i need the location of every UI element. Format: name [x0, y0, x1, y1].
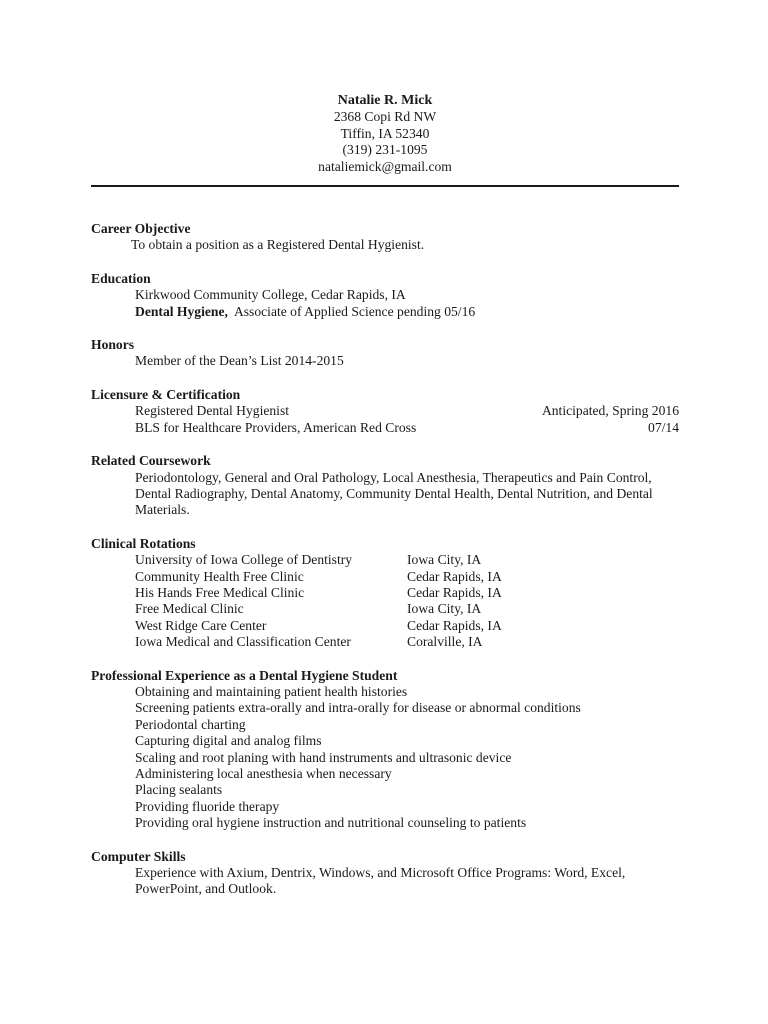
- section-education: [91, 271, 679, 320]
- licensure-item: [91, 403, 679, 419]
- section-title: Honors: [91, 337, 135, 353]
- coursework-text: [91, 470, 679, 519]
- section-title: Clinical Rotations: [91, 535, 196, 551]
- rotation-site: Free Medical Clinic: [135, 601, 244, 617]
- skills-line: PowerPoint, and Outlook.: [135, 881, 277, 897]
- rotation-item: [91, 585, 679, 601]
- section-licensure: [91, 387, 679, 436]
- rotation-location: Cedar Rapids, IA: [407, 617, 502, 633]
- section-title: Professional Experience as a Dental Hygiene Student: [91, 667, 398, 683]
- experience-item: Periodontal charting: [135, 716, 246, 732]
- experience-item: Placing sealants: [135, 782, 223, 798]
- section-professional-experience: [91, 668, 679, 832]
- coursework-line: Materials.: [135, 502, 190, 518]
- experience-item: Providing oral hygiene instruction and nutritional counseling to patients: [135, 815, 527, 831]
- rotation-site: Iowa Medical and Classification Center: [135, 634, 351, 650]
- rotation-location: Cedar Rapids, IA: [407, 584, 502, 600]
- rotation-location: Coralville, IA: [407, 634, 483, 650]
- program-name: Dental Hygiene,: [135, 303, 228, 319]
- rotation-location: Iowa City, IA: [407, 601, 482, 617]
- coursework-line: Dental Radiography, Dental Anatomy, Community Dental Health, Dental Nutrition, and Dental: [135, 485, 653, 501]
- licensure-item: [91, 420, 679, 436]
- licensure-date: Anticipated, Spring 2016: [541, 403, 679, 419]
- header-divider: [91, 185, 679, 187]
- school-name: Kirkwood Community College, Cedar Rapids, IA: [135, 287, 406, 303]
- rotation-site: University of Iowa College of Dentistry: [135, 552, 353, 568]
- section-career-objective: [91, 221, 679, 254]
- rotation-site: His Hands Free Medical Clinic: [135, 584, 305, 600]
- rotation-item: [91, 601, 679, 617]
- resume-header: [91, 93, 679, 175]
- section-title: Education: [91, 270, 151, 286]
- address-line-1: 2368 Copi Rd NW: [333, 109, 437, 125]
- address-line-2: Tiffin, IA 52340: [340, 125, 430, 141]
- skills-line: Experience with Axium, Dentrix, Windows, and Microsoft Office Programs: Word, Excel,: [135, 865, 626, 881]
- licensure-date: 07/14: [648, 419, 679, 435]
- coursework-line: Periodontology, General and Oral Pathology, Local Anesthesia, Therapeutics and Pain Control,: [135, 469, 652, 485]
- experience-item: Scaling and root planing with hand instruments and ultrasonic device: [135, 749, 512, 765]
- section-clinical-rotations: [91, 536, 679, 651]
- section-coursework: [91, 453, 679, 519]
- objective-text: To obtain a position as a Registered Dental Hygienist.: [131, 237, 425, 253]
- rotation-item: [91, 552, 679, 568]
- rotation-site: Community Health Free Clinic: [135, 568, 304, 584]
- rotation-item: [91, 634, 679, 650]
- rotation-item: [91, 618, 679, 634]
- honors-text: Member of the Dean’s List 2014-2015: [135, 353, 344, 369]
- section-title: Licensure & Certification: [91, 386, 241, 402]
- section-honors: [91, 337, 679, 370]
- section-computer-skills: [91, 849, 679, 898]
- email-address: nataliemick@gmail.com: [318, 158, 452, 174]
- experience-item: Obtaining and maintaining patient health histories: [135, 683, 408, 699]
- section-title: Computer Skills: [91, 848, 186, 864]
- rotation-site: West Ridge Care Center: [135, 617, 267, 633]
- section-title: Related Coursework: [91, 453, 211, 469]
- computer-skills-text: [91, 865, 679, 898]
- licensure-name: Registered Dental Hygienist: [135, 403, 290, 419]
- resume-page: [91, 93, 679, 898]
- experience-item: Providing fluoride therapy: [135, 798, 280, 814]
- experience-item: Capturing digital and analog films: [135, 733, 322, 749]
- rotation-location: Iowa City, IA: [407, 552, 482, 568]
- experience-item: Administering local anesthesia when necessary: [135, 766, 392, 781]
- phone-number: (319) 231-1095: [342, 142, 428, 158]
- experience-item: Screening patients extra-orally and intra-orally for disease or abnormal conditions: [135, 700, 581, 716]
- candidate-name: Natalie R. Mick: [337, 93, 433, 108]
- degree-text: Associate of Applied Science pending 05/16: [233, 303, 476, 319]
- section-title: Career Objective: [91, 221, 191, 237]
- rotation-location: Cedar Rapids, IA: [407, 568, 502, 584]
- rotation-item: [91, 569, 679, 585]
- degree-line: [91, 304, 679, 320]
- licensure-name: BLS for Healthcare Providers, American Red Cross: [135, 419, 417, 435]
